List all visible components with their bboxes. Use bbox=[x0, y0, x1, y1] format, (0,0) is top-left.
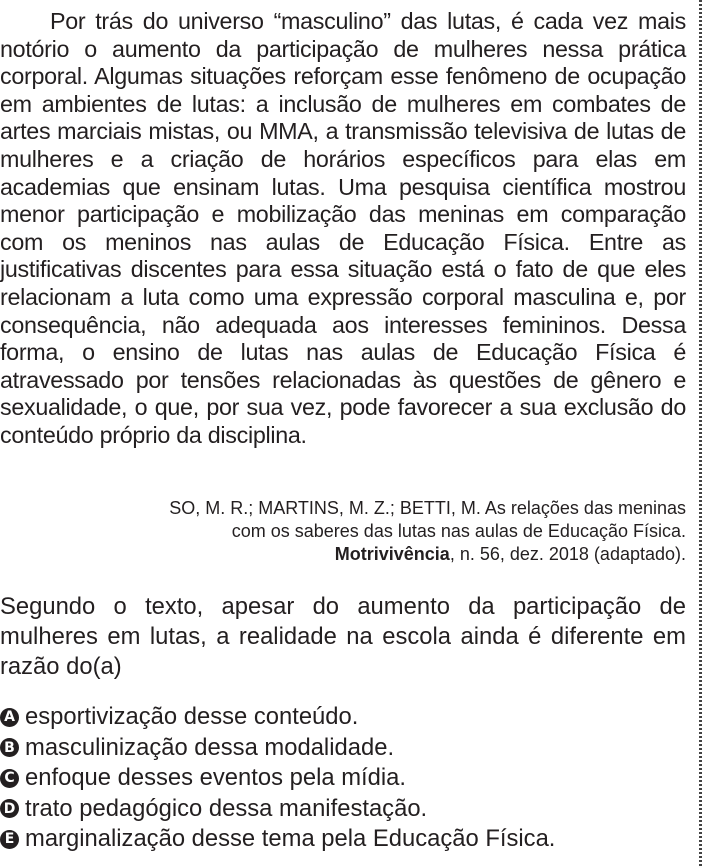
option-d-text: trato pedagógico dessa manifestação. bbox=[25, 794, 428, 822]
passage-text: Por trás do universo “masculino” das lutas, é cada vez mais notório o aumento da participação de mulheres nessa prática corporal. Algumas situações reforçam esse fenômeno de ocupação em ambientes de lutas: a inclusão de mulheres em combates de artes marciais mistas, ou MMA, a transmissão televisiva de lutas de mulheres e a criação de horários específicos para elas em academias que ensinam lutas. Uma pesquisa científica mostrou menor participação e mobilização das meninas em comparação com os meninos nas aulas de Educação Física. Entre as justificativas discentes para essa situação está o fato de que eles relacionam a luta como uma expressão corporal masculina e, por consequência, não adequada aos interesses femininos. Dessa forma, o ensino de lutas nas aulas de Educação Física é atravessado por tensões relacionadas às questões de gênero e sexualidade, o que, por sua vez, pode favorecer a sua exclusão do conteúdo próprio da disciplina. bbox=[0, 8, 686, 448]
option-b-text: masculinização dessa modalidade. bbox=[25, 733, 395, 761]
reference-details: , n. 56, dez. 2018 (adaptado). bbox=[449, 544, 686, 564]
reference-citation bbox=[0, 497, 686, 566]
option-a[interactable] bbox=[0, 702, 690, 733]
option-b-letter-icon: B bbox=[0, 738, 19, 757]
reference-line-1: SO, M. R.; MARTINS, M. Z.; BETTI, M. As relações das meninas bbox=[169, 498, 686, 518]
reference-journal: Motrivivência bbox=[334, 544, 450, 564]
option-c-text: enfoque desses eventos pela mídia. bbox=[25, 764, 407, 792]
question-stem: Segundo o texto, apesar do aumento da participação de mulheres em lutas, a realidade na escola ainda é diferente em razão do(a) bbox=[0, 593, 686, 680]
reference-line-2: com os saberes das lutas nas aulas de Educação Física. bbox=[231, 521, 686, 541]
option-c[interactable] bbox=[0, 763, 690, 794]
option-d-letter-icon: D bbox=[0, 799, 19, 818]
option-a-text: esportivização desse conteúdo. bbox=[25, 703, 359, 731]
option-c-letter-icon: C bbox=[0, 769, 19, 788]
passage bbox=[0, 8, 686, 450]
option-b[interactable] bbox=[0, 733, 690, 764]
option-d[interactable] bbox=[0, 794, 690, 825]
option-a-letter-icon: A bbox=[0, 708, 19, 727]
option-e[interactable] bbox=[0, 824, 690, 855]
reference-line-3 bbox=[0, 543, 686, 566]
option-e-letter-icon: E bbox=[0, 830, 19, 849]
answer-options bbox=[0, 702, 690, 855]
option-e-text: marginalização desse tema pela Educação Física. bbox=[25, 825, 556, 853]
